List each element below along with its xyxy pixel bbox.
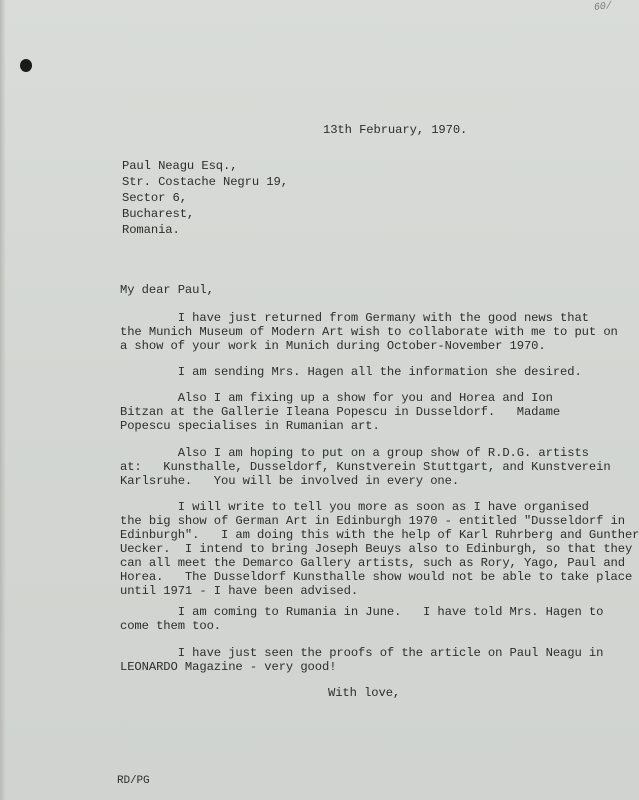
closing: With love, — [328, 686, 401, 700]
page-number-mark: 60/ — [593, 1, 613, 14]
paragraph-line: I have just returned from Germany with the good news that — [120, 311, 589, 325]
paragraph-line: I am coming to Rumania in June. I have told Mrs. Hagen to — [120, 605, 604, 619]
greeting: My dear Paul, — [120, 283, 214, 297]
paragraph-line: LEONARDO Magazine - very good! — [120, 660, 337, 674]
reference-initials: RD/PG — [117, 775, 150, 787]
address-line: Sector 6, — [122, 191, 187, 205]
punch-hole — [20, 59, 32, 72]
address-line: Str. Costache Negru 19, — [122, 175, 288, 189]
address-line: Paul Neagu Esq., — [122, 159, 238, 173]
paragraph-line: Horea. The Dusseldorf Kunsthalle show would not be able to take place — [120, 570, 633, 584]
paragraph-line: Bitzan at the Gallerie Ileana Popescu in Dusseldorf. Madame — [120, 405, 561, 419]
paragraph-line: can all meet the Demarco Gallery artists, such as Rory, Yago, Paul and — [120, 556, 625, 570]
paper-edge-shadow — [0, 0, 6, 800]
paragraph-line: Uecker. I intend to bring Joseph Beuys also to Edinburgh, so that they — [120, 542, 633, 556]
paragraph-line: come them too. — [120, 619, 221, 633]
paragraph-line: a show of your work in Munich during October-November 1970. — [120, 339, 546, 353]
paragraph-line: I will write to tell you more as soon as I have organised — [120, 500, 589, 514]
paragraph-line: Popescu specialises in Rumanian art. — [120, 419, 380, 433]
address-line: Bucharest, — [122, 207, 195, 221]
paragraph-line: I am sending Mrs. Hagen all the information she desired. — [120, 365, 582, 379]
letter-date: 13th February, 1970. — [323, 123, 468, 137]
paragraph-line: until 1971 - I have been advised. — [120, 584, 359, 598]
paragraph-line: at: Kunsthalle, Dusseldorf, Kunstverein Stuttgart, and Kunstverein — [120, 460, 611, 474]
paragraph-line: Edinburgh". I am doing this with the help of Karl Ruhrberg and Gunther — [120, 528, 639, 542]
paragraph-line: the big show of German Art in Edinburgh 1970 - entitled "Dusseldorf in — [120, 514, 625, 528]
paragraph-line: Also I am hoping to put on a group show of R.D.G. artists — [120, 446, 589, 460]
paragraph-line: Karlsruhe. You will be involved in every one. — [120, 474, 460, 488]
address-line: Romania. — [122, 223, 180, 237]
paragraph-line: the Munich Museum of Modern Art wish to collaborate with me to put on — [120, 325, 618, 339]
paragraph-line: Also I am fixing up a show for you and Horea and Ion — [120, 391, 553, 405]
paragraph-line: I have just seen the proofs of the article on Paul Neagu in — [120, 646, 604, 660]
